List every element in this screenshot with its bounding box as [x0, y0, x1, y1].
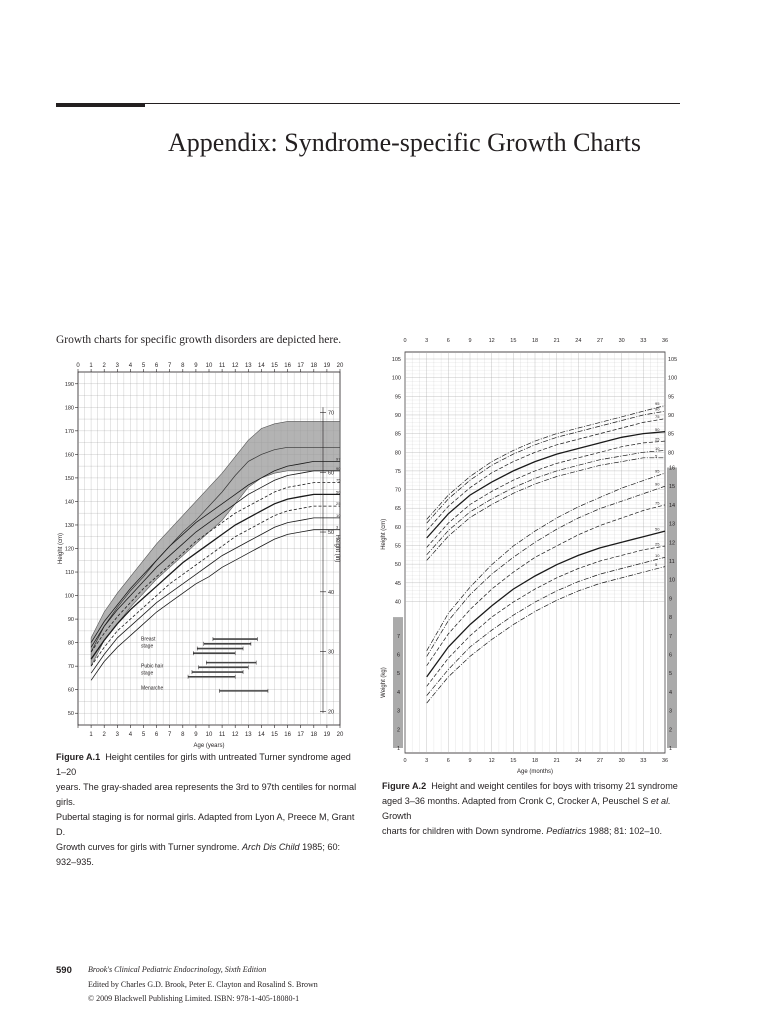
x-tick-label-bottom: 33 [640, 758, 647, 764]
figure-a1-caption-line4-post: 1985; 60: [299, 842, 341, 852]
figure-a2-etal: et al. [650, 796, 671, 806]
weight-centile-label-75: 75 [655, 500, 660, 506]
y-tick-label: 180 [64, 405, 74, 412]
page-number: 590 [56, 965, 72, 976]
height-tick-label-left: 60 [394, 524, 401, 531]
weight-centile-label-95: 95 [655, 468, 660, 474]
x-tick-label-top: 10 [205, 363, 213, 369]
height-tick-label-right: 90 [668, 412, 675, 419]
x-tick-label-bottom: 20 [336, 732, 344, 738]
x-tick-label-top: 12 [488, 338, 495, 344]
centile-label-3: 3 [336, 524, 339, 530]
x-tick-label-bottom: 36 [661, 758, 669, 764]
weight-tick-label-right: 6 [669, 652, 673, 659]
x-tick-label-top: 36 [661, 338, 669, 344]
y-tick-label: 110 [65, 570, 74, 577]
x-tick-label-bottom: 9 [194, 732, 198, 738]
x-tick-label-bottom: 24 [575, 758, 582, 764]
x-tick-label-bottom: 3 [115, 732, 119, 738]
x-tick-label-bottom: 8 [181, 732, 185, 738]
footer-editors: Edited by Charles G.D. Brook, Peter E. Clayton and Rosalind S. Brown [88, 980, 318, 989]
y-tick-label: 160 [64, 452, 74, 459]
x-tick-label-top: 6 [154, 363, 159, 369]
weight-centile-label-10: 10 [655, 552, 660, 558]
x-axis-label: Age (years) [193, 743, 225, 749]
footer-copyright: © 2009 Blackwell Publishing Limited. ISBN: 978-1-405-18080-1 [88, 994, 300, 1003]
weight-tick-label-right: 10 [669, 577, 676, 584]
height-tick-label-left: 70 [394, 487, 401, 494]
x-tick-label-bottom: 15 [271, 732, 278, 738]
footer-book-title: Brook's Clinical Pediatric Endocrinology, Sixth Edition [88, 965, 267, 974]
x-tick-label-bottom: 2 [102, 732, 106, 738]
weight-tick-label-right: 4 [669, 689, 673, 696]
y2-tick-label: 30 [328, 649, 335, 656]
weight-tick-label-right: 15 [669, 484, 676, 491]
x-tick-label-top: 2 [102, 363, 106, 369]
x-tick-label-top: 15 [271, 363, 278, 369]
x-tick-label-bottom: 1 [89, 732, 93, 738]
x-tick-label-bottom: 6 [154, 732, 159, 738]
x-tick-label-bottom: 17 [297, 732, 305, 738]
centile-label-25: 25 [336, 501, 341, 507]
height-centile-label-25: 25 [655, 436, 660, 442]
y-tick-label: 130 [64, 522, 74, 529]
weight-tick-label-left: 2 [396, 727, 400, 734]
figure-a1-caption-line3: Pubertal staging is for normal girls. Adapted from Lyon A, Preece M, Grant D. [56, 812, 355, 837]
x-tick-label-top: 8 [181, 363, 185, 369]
x-tick-label-bottom: 6 [446, 758, 450, 764]
weight-tick-label-right: 2 [669, 727, 673, 734]
height-tick-label-right: 95 [668, 394, 675, 401]
x-tick-label-top: 7 [168, 363, 172, 369]
x-tick-label-top: 0 [76, 363, 80, 369]
height-tick-label-right: 105 [668, 357, 678, 363]
weight-tick-label-right: 7 [669, 633, 673, 640]
figure-a2-caption-line3-post: 1988; 81: 102–10. [586, 826, 663, 836]
height-tick-label-right: 85 [668, 431, 675, 438]
page-title: Appendix: Syndrome-specific Growth Charts [168, 128, 641, 157]
x-tick-label-top: 9 [194, 363, 198, 369]
figure-a1-chart [56, 360, 356, 750]
pubic-hair-stage-label-2: stage [141, 670, 154, 677]
weight-centile-label-50: 50 [655, 526, 660, 532]
x-tick-label-bottom: 27 [596, 758, 604, 764]
weight-scale-right-shade [667, 465, 677, 749]
x-tick-label-bottom: 18 [531, 758, 539, 764]
height-centile-label-90: 90 [655, 406, 660, 412]
x-tick-label-top: 3 [115, 363, 119, 369]
weight-tick-label-right: 3 [669, 708, 673, 715]
y-tick-label: 80 [67, 640, 74, 647]
x-tick-label-top: 33 [640, 338, 647, 344]
centile-label-75: 75 [336, 477, 341, 483]
x-tick-label-bottom: 19 [323, 732, 331, 738]
breast-stage-label-2: stage [141, 643, 154, 650]
y-tick-label: 100 [64, 593, 74, 600]
x-tick-label-top: 19 [323, 363, 331, 369]
centile-label-10: 10 [336, 512, 341, 518]
height-centile-label-75: 75 [655, 414, 660, 420]
height-tick-label-left: 80 [394, 450, 401, 457]
weight-axis-label: Weight (kg) [381, 667, 387, 698]
weight-tick-label-right: 9 [669, 596, 673, 603]
x-tick-label-top: 24 [575, 338, 582, 344]
height-centile-label-50: 50 [655, 427, 660, 433]
y-tick-label: 150 [64, 475, 74, 482]
weight-tick-label-left: 6 [396, 652, 400, 659]
height-tick-label-right: 100 [668, 375, 678, 382]
figure-a1-caption [56, 750, 361, 870]
x-tick-label-bottom: 16 [284, 732, 291, 738]
y-tick-label: 70 [67, 664, 74, 671]
menarche-label: Menarche [141, 685, 164, 692]
height-tick-label-left: 85 [394, 431, 401, 438]
x-tick-label-bottom: 14 [258, 732, 265, 738]
x-tick-label-bottom: 12 [231, 732, 239, 738]
figure-a2-journal: Pediatrics [546, 826, 587, 836]
y-tick-label: 90 [67, 617, 74, 624]
breast-stage-label: Breast [141, 636, 156, 643]
x-tick-label-top: 30 [618, 338, 625, 344]
height-tick-label-left: 65 [394, 506, 401, 513]
x-tick-label-bottom: 9 [468, 758, 472, 764]
weight-tick-label-left: 4 [396, 689, 400, 696]
weight-tick-label-right: 1 [669, 746, 673, 752]
centile-label-90: 90 [336, 465, 341, 471]
height-tick-label-left: 95 [394, 394, 401, 401]
figure-a1-caption-line4: Growth curves for girls with Turner syndrome. [56, 842, 242, 852]
figure-a2-caption-line2: aged 3–36 months. Adapted from Cronk C, Crocker A, Peuschel S [382, 796, 651, 806]
y2-tick-label: 20 [328, 709, 335, 716]
height-tick-label-left: 50 [394, 562, 401, 569]
weight-centile-label-90: 90 [655, 481, 660, 487]
x-tick-label-bottom: 7 [168, 732, 172, 738]
x-tick-label-top: 13 [244, 363, 252, 369]
x-tick-label-bottom: 0 [403, 758, 407, 764]
height-tick-label-left: 100 [391, 375, 401, 382]
y-tick-label: 60 [67, 687, 74, 694]
figure-a2-caption [382, 779, 682, 839]
x-tick-label-bottom: 12 [488, 758, 495, 764]
weight-tick-label-right: 5 [669, 671, 673, 678]
y-tick-label: 190 [64, 381, 74, 388]
x-tick-label-top: 1 [89, 363, 93, 369]
y-tick-label: 50 [67, 711, 74, 718]
weight-tick-label-left: 1 [396, 746, 400, 752]
y-tick-label: 140 [64, 499, 74, 506]
x-tick-label-top: 18 [310, 363, 318, 369]
x-tick-label-top: 11 [218, 363, 226, 369]
weight-tick-label-right: 8 [669, 615, 673, 622]
header-rule-thin [145, 103, 680, 104]
weight-tick-label-left: 5 [396, 671, 400, 678]
x-tick-label-top: 6 [446, 338, 450, 344]
weight-tick-label-left: 7 [396, 633, 400, 640]
height-centile-label-95: 95 [655, 401, 660, 407]
y2-tick-label: 70 [328, 410, 335, 417]
x-tick-label-bottom: 10 [205, 732, 213, 738]
x-tick-label-top: 3 [425, 338, 429, 344]
x-tick-label-top: 16 [284, 363, 291, 369]
figure-a1-label: Figure A.1 [56, 752, 101, 762]
x-tick-label-bottom: 15 [510, 758, 517, 764]
weight-tick-label-left: 3 [396, 708, 400, 715]
x-tick-label-bottom: 18 [310, 732, 318, 738]
x-tick-label-top: 15 [510, 338, 517, 344]
x-tick-label-bottom: 4 [128, 732, 133, 738]
x-tick-label-top: 27 [596, 338, 604, 344]
y2-tick-label: 60 [328, 470, 335, 477]
height-tick-label-left: 45 [394, 580, 401, 587]
y2-tick-label: 50 [328, 530, 335, 537]
x-tick-label-bottom: 11 [218, 732, 226, 738]
x-tick-label-top: 14 [258, 363, 265, 369]
x-tick-label-bottom: 3 [425, 758, 429, 764]
figure-a1-caption-line1: Height centiles for girls with untreated Turner syndrome aged 1–20 [56, 752, 351, 777]
y-axis-label: Height (cm) [58, 532, 64, 565]
figure-a2-caption-line2-post: Growth [382, 811, 412, 821]
y2-axis-label: Height (in) [334, 534, 340, 563]
figure-a2-caption-line1: Height and weight centiles for boys with trisomy 21 syndrome [431, 781, 678, 791]
x-tick-label-bottom: 21 [553, 758, 560, 764]
y2-tick-label: 40 [328, 589, 335, 596]
height-tick-label-left: 55 [394, 543, 401, 550]
weight-tick-label-right: 13 [669, 521, 676, 528]
weight-tick-label-right: 16 [669, 465, 676, 472]
y-tick-label: 170 [64, 428, 74, 435]
figure-a2-label: Figure A.2 [382, 781, 427, 791]
figure-a2-caption-line3: charts for children with Down syndrome. [382, 826, 547, 836]
x-axis-label: Age (months) [516, 769, 554, 775]
intro-text: Growth charts for specific growth disorders are depicted here. [56, 334, 342, 346]
figure-a1-caption-line2: years. The gray-shaded area represents the 3rd to 97th centiles for normal girls. [56, 782, 357, 807]
height-axis-label: Height (cm) [381, 518, 387, 550]
centile-label-97: 97 [336, 456, 341, 462]
x-tick-label-top: 9 [468, 338, 472, 344]
weight-tick-label-right: 11 [669, 559, 675, 565]
x-tick-label-top: 12 [231, 363, 239, 369]
centile-label-50: 50 [336, 489, 341, 495]
header-rule-thick [56, 103, 145, 107]
height-centile-label-10: 10 [655, 445, 660, 451]
figure-a1-journal: Arch Dis Child [241, 842, 300, 852]
height-tick-label-left: 90 [394, 412, 401, 419]
height-tick-label-right: 80 [668, 450, 675, 457]
x-tick-label-top: 5 [141, 363, 146, 369]
x-tick-label-top: 4 [128, 363, 133, 369]
height-tick-label-left: 40 [394, 599, 401, 606]
x-tick-label-top: 0 [403, 338, 407, 344]
height-tick-label-left: 105 [391, 357, 401, 363]
figure-a2-chart [375, 330, 685, 780]
weight-centile-label-25: 25 [655, 541, 660, 547]
x-tick-label-top: 18 [531, 338, 539, 344]
pubic-hair-stage-label: Pubic hair [141, 663, 164, 670]
weight-centile-label-5: 5 [655, 562, 658, 568]
y-tick-label: 120 [64, 546, 74, 553]
figure-a1-caption-line5: 932–935. [56, 857, 94, 867]
height-centile-label-5: 5 [655, 453, 658, 459]
height-tick-label-left: 75 [394, 468, 401, 475]
weight-tick-label-right: 14 [669, 502, 676, 509]
x-tick-label-top: 20 [336, 363, 344, 369]
x-tick-label-top: 17 [297, 363, 305, 369]
weight-tick-label-right: 12 [669, 540, 676, 547]
x-tick-label-bottom: 5 [141, 732, 146, 738]
x-tick-label-top: 21 [553, 338, 560, 344]
x-tick-label-bottom: 30 [618, 758, 625, 764]
x-tick-label-bottom: 13 [244, 732, 252, 738]
